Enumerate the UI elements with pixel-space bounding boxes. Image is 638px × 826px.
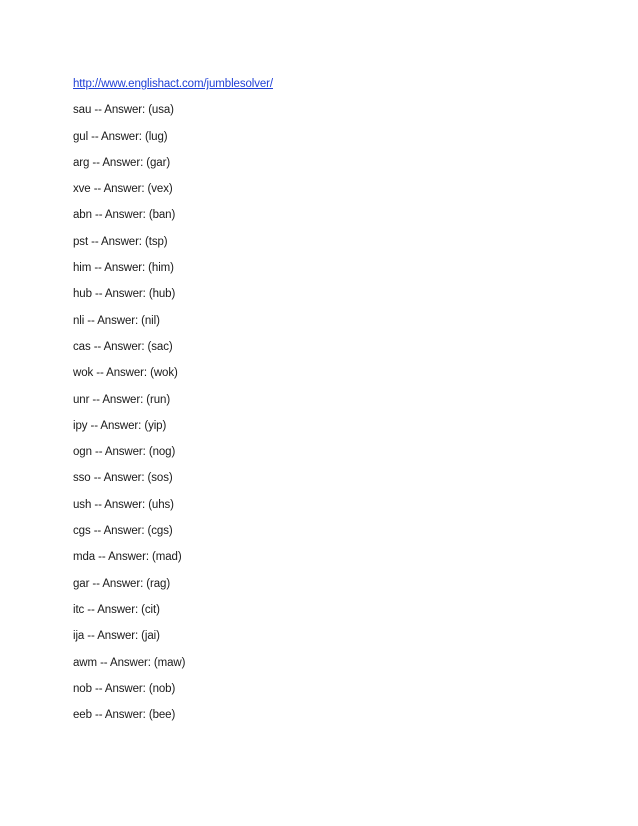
answer-line: arg -- Answer: (gar): [73, 156, 171, 169]
answer-line: him -- Answer: (him): [73, 262, 174, 275]
url-line: [73, 71, 573, 97]
answer-line: ipy -- Answer: (yip): [73, 419, 167, 432]
answer-line: pst -- Answer: (tsp): [73, 235, 168, 248]
answer-line: mda -- Answer: (mad): [73, 551, 182, 564]
answer-line: awm -- Answer: (maw): [73, 656, 186, 669]
document-body: [73, 71, 573, 728]
answer-line: ija -- Answer: (jai): [73, 630, 160, 643]
answer-line: sau -- Answer: (usa): [73, 104, 174, 117]
answer-line: nli -- Answer: (nil): [73, 314, 160, 327]
answer-line: wok -- Answer: (wok): [73, 367, 178, 380]
answer-line: gul -- Answer: (lug): [73, 130, 168, 143]
answer-line: hub -- Answer: (hub): [73, 288, 176, 301]
source-link[interactable]: http://www.englishact.com/jumblesolver/: [73, 78, 273, 90]
answer-line: ush -- Answer: (uhs): [73, 498, 174, 511]
answer-line: nob -- Answer: (nob): [73, 682, 176, 695]
answer-line: abn -- Answer: (ban): [73, 209, 176, 222]
answer-line: unr -- Answer: (run): [73, 393, 171, 406]
answer-line: cas -- Answer: (sac): [73, 340, 173, 353]
answer-line: eeb -- Answer: (bee): [73, 709, 176, 722]
answer-line: cgs -- Answer: (cgs): [73, 525, 173, 538]
answer-line: xve -- Answer: (vex): [73, 183, 173, 196]
answer-line: itc -- Answer: (cit): [73, 603, 160, 616]
answer-line: ogn -- Answer: (nog): [73, 446, 176, 459]
answer-line: gar -- Answer: (rag): [73, 577, 171, 590]
answer-line: sso -- Answer: (sos): [73, 472, 173, 485]
